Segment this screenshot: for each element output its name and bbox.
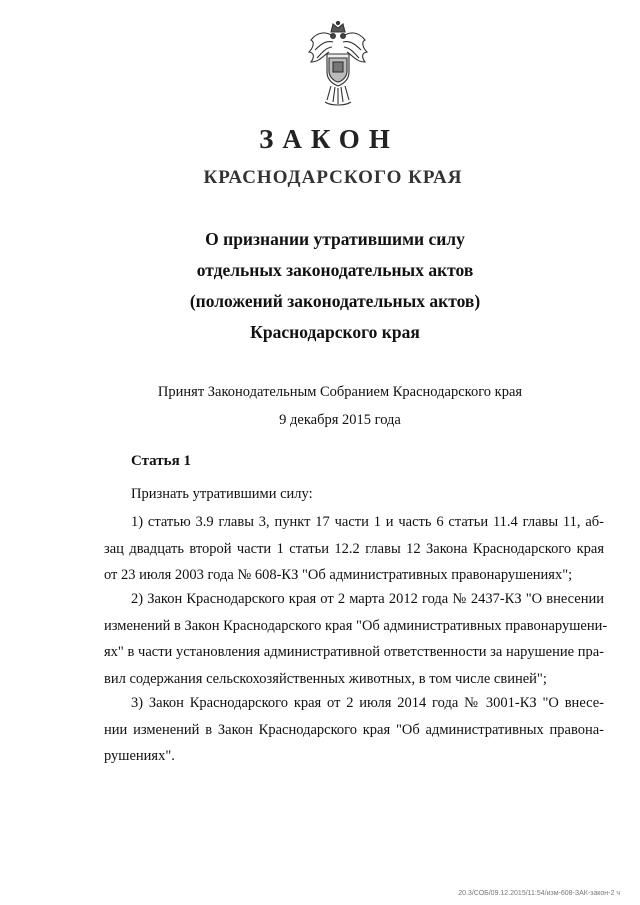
article-item-2 <box>104 586 608 692</box>
law-name-line: Краснодарского края <box>250 322 420 342</box>
article-intro <box>104 481 604 508</box>
article-item-3 <box>104 690 604 770</box>
item-line: вил содержания сельскохозяйственных животных, в том числе свиней"; <box>104 670 547 687</box>
item-line: ях" в части установления административной ответственности за нарушение пра- <box>104 644 604 660</box>
document-footer-code: 20.3/СОБ/09.12.2015/11:54/изм-608-ЗАК-закон-2 ч <box>458 890 620 897</box>
article-intro-text: Признать утратившими силу: <box>131 486 313 502</box>
adoption-line: Принят Законодательным Собранием Краснодарского края <box>157 384 523 400</box>
item-line: изменений в Закон Краснодарского края "Об административных правонарушени- <box>104 617 608 634</box>
law-name-line: О признании утратившими силу <box>205 229 465 249</box>
law-name-line: отдельных законодательных актов <box>196 260 474 280</box>
item-line: рушениях". <box>104 748 175 764</box>
law-name-line: (положений законодательных актов) <box>189 291 481 311</box>
document-subtitle: КРАСНОДАРСКОГО КРАЯ <box>203 167 463 188</box>
item-line: от 23 июля 2003 года № 608-КЗ "Об административных правонарушениях"; <box>104 567 573 583</box>
adoption-info <box>0 378 640 434</box>
item-line: 3) Закон Краснодарского края от 2 июля 2014 года № 3001-КЗ "О внесе- <box>131 695 604 711</box>
document-title: ЗАКОН <box>259 124 399 154</box>
item-line: зац двадцать второй части 1 статьи 12.2 главы 12 Закона Краснодарского края <box>104 540 604 557</box>
law-name <box>0 224 640 348</box>
article-heading: Статья 1 <box>131 453 191 469</box>
item-line: нии изменений в Закон Краснодарского края "Об административных правона- <box>104 721 604 738</box>
item-line: 1) статью 3.9 главы 3, пункт 17 части 1 и часть 6 статьи 11.4 главы 11, аб- <box>131 514 604 530</box>
adoption-date: 9 декабря 2015 года <box>279 412 401 428</box>
krasnodar-coat-of-arms-icon <box>305 20 371 110</box>
article-item-1 <box>104 509 604 589</box>
item-line: 2) Закон Краснодарского края от 2 марта 2012 года № 2437-КЗ "О внесении <box>131 591 604 607</box>
